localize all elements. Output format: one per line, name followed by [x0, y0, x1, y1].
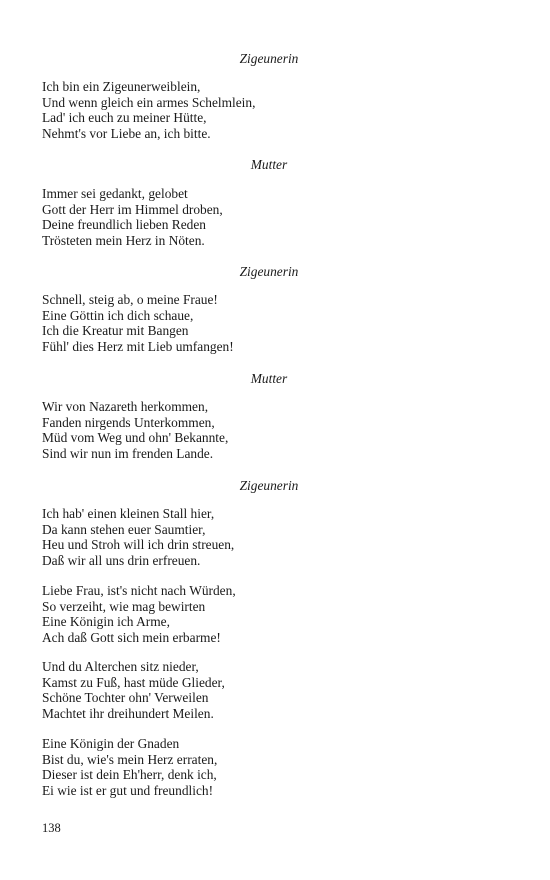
- stanza: [42, 292, 496, 354]
- verse-line: Deine freundlich lieben Reden: [42, 217, 206, 232]
- speaker-heading: Zigeunerin: [239, 478, 299, 493]
- stanza: [42, 736, 496, 798]
- verse-line: Müd vom Weg und ohn' Bekannte,: [42, 430, 229, 445]
- verse-line: Daß wir all uns drin erfreuen.: [42, 552, 201, 568]
- verse-line: Sind wir nun im frenden Lande.: [42, 445, 214, 461]
- verse-line: Lad' ich euch zu meiner Hütte,: [42, 110, 207, 125]
- verse-line: Heu und Stroh will ich drin streuen,: [42, 537, 235, 552]
- verse-line: Machtet ihr dreihundert Meilen.: [42, 705, 214, 721]
- verse-line: Da kann stehen euer Saumtier,: [42, 521, 206, 537]
- speaker-heading: Zigeunerin: [239, 51, 299, 66]
- stanza: [42, 79, 496, 141]
- verse-line: Und wenn gleich ein armes Schelmlein,: [42, 94, 256, 110]
- verse-line: Immer sei gedankt, gelobet: [42, 186, 188, 201]
- verse-line: Trösteten mein Herz in Nöten.: [42, 232, 205, 248]
- stanza: [42, 659, 496, 721]
- verse-line: Schöne Tochter ohn' Verweilen: [42, 690, 209, 705]
- verse-line: So verzeiht, wie mag bewirten: [42, 598, 206, 614]
- verse-line: Gott der Herr im Himmel droben,: [42, 201, 223, 217]
- verse-line: Eine Königin ich Arme,: [42, 614, 170, 629]
- verse-line: Fanden nirgends Unterkommen,: [42, 414, 215, 430]
- page-number: 138: [42, 821, 61, 835]
- verse-line: Wir von Nazareth herkommen,: [42, 399, 209, 414]
- stanza: [42, 186, 496, 248]
- verse-line: Eine Göttin ich dich schaue,: [42, 307, 194, 323]
- speaker-heading: Mutter: [250, 157, 288, 172]
- verse-line: Schnell, steig ab, o meine Fraue!: [42, 292, 218, 307]
- stanza: [42, 506, 496, 568]
- verse-line: Und du Alterchen sitz nieder,: [42, 659, 199, 674]
- verse-line: Bist du, wie's mein Herz erraten,: [42, 751, 218, 767]
- speaker-heading: Zigeunerin: [239, 264, 299, 279]
- stanza: [42, 399, 496, 461]
- document-page: [42, 0, 496, 880]
- verse-line: Ich die Kreatur mit Bangen: [42, 323, 189, 338]
- verse-line: Fühl' dies Herz mit Lieb umfangen!: [42, 338, 234, 354]
- verse-line: Ei wie ist er gut und freundlich!: [42, 782, 214, 798]
- verse-line: Nehmt's vor Liebe an, ich bitte.: [42, 125, 211, 141]
- verse-line: Eine Königin der Gnaden: [42, 736, 180, 751]
- stanza: [42, 583, 496, 645]
- verse-line: Dieser ist dein Eh'herr, denk ich,: [42, 767, 217, 782]
- verse-line: Kamst zu Fuß, hast müde Glieder,: [42, 674, 225, 690]
- speaker-heading: Mutter: [250, 371, 288, 386]
- verse-line: Liebe Frau, ist's nicht nach Würden,: [42, 583, 236, 598]
- verse-line: Ach daß Gott sich mein erbarme!: [42, 629, 221, 645]
- verse-line: Ich hab' einen kleinen Stall hier,: [42, 506, 215, 521]
- verse-line: Ich bin ein Zigeunerweiblein,: [42, 79, 201, 94]
